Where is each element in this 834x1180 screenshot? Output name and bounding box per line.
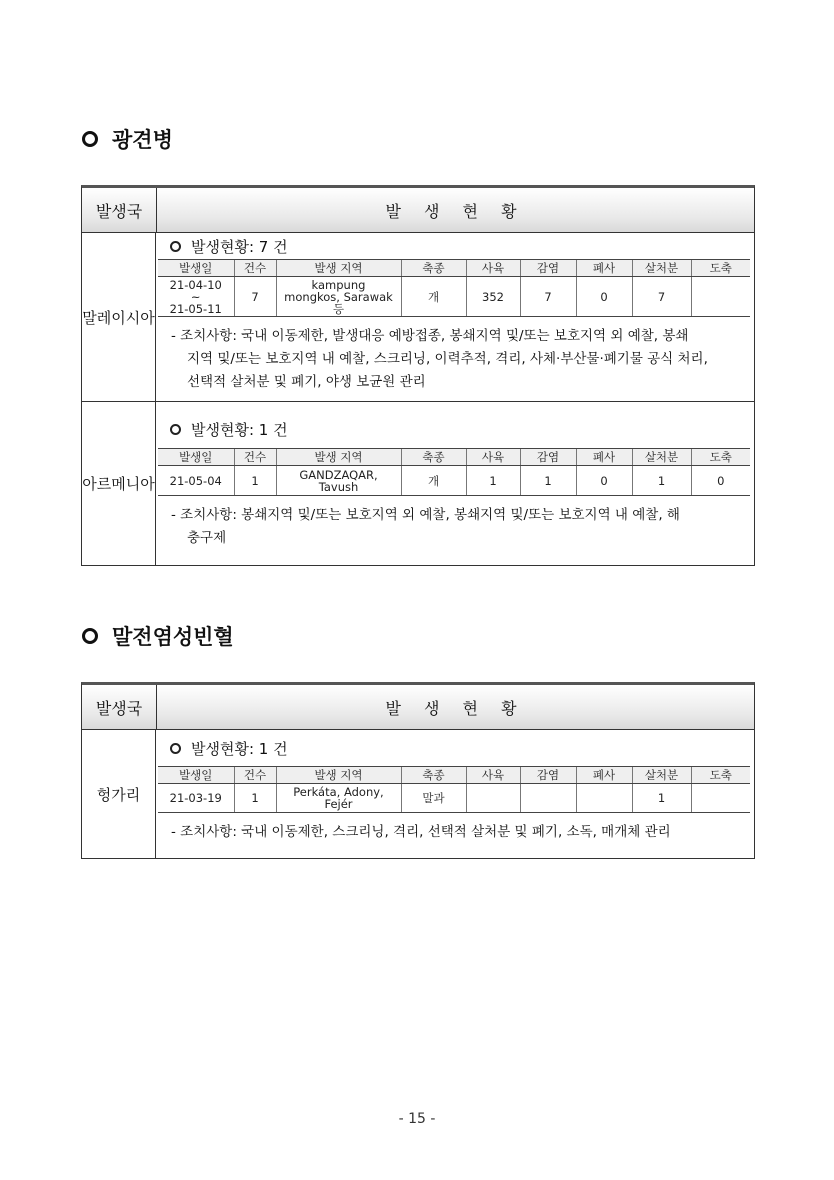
cell-slaughtered: 0	[691, 466, 750, 496]
cell-date: 21-04-10 ~ 21-05-11	[158, 277, 234, 317]
col-died: 폐사	[576, 260, 632, 277]
header-country: 발생국	[82, 188, 157, 232]
cell-count: 7	[234, 277, 276, 317]
header-status: 발 생 현 황	[157, 685, 754, 729]
section-title-eia: 말전염성빈혈	[82, 621, 234, 651]
eia-table	[81, 682, 755, 859]
col-infected: 감염	[520, 260, 576, 277]
cell-died	[576, 784, 632, 813]
table-header	[82, 685, 754, 730]
outbreak-detail-table	[158, 448, 750, 496]
country-row	[82, 233, 754, 402]
country-name: 아르메니아	[82, 402, 156, 565]
header-country: 발생국	[82, 685, 157, 729]
status-line: 발생현황: 1 건	[156, 402, 754, 448]
circle-bullet-icon	[170, 743, 181, 754]
table-row	[158, 784, 750, 813]
cell-raised	[466, 784, 520, 813]
col-date: 발생일	[158, 260, 234, 277]
detail-header-row: 발생일 건수 발생 지역 축종 사육 감염 폐사 살처분 도축	[158, 767, 750, 784]
cell-date: 21-03-19	[158, 784, 234, 813]
circle-bullet-icon	[82, 131, 98, 147]
cell-culled: 7	[632, 277, 691, 317]
cell-species: 개	[401, 277, 466, 317]
cell-species: 말과	[401, 784, 466, 813]
section-title-rabies: 광견병	[82, 124, 173, 154]
circle-bullet-icon	[170, 241, 181, 252]
status-line: 발생현황: 7 건	[156, 233, 754, 259]
cell-culled: 1	[632, 784, 691, 813]
cell-raised: 352	[466, 277, 520, 317]
cell-died: 0	[576, 466, 632, 496]
detail-header-row: 발생일 건수 발생 지역 축종 사육 감염 폐사 살처분 도축	[158, 449, 750, 466]
cell-slaughtered	[691, 784, 750, 813]
rabies-table	[81, 185, 755, 566]
cell-region: kampung mongkos, Sarawak 등	[276, 277, 401, 317]
cell-count: 1	[234, 784, 276, 813]
cell-region: Perkáta, Adony, Fejér	[276, 784, 401, 813]
detail-header-row	[158, 260, 750, 277]
col-species: 축종	[401, 260, 466, 277]
circle-bullet-icon	[82, 628, 98, 644]
country-row	[82, 402, 754, 565]
cell-species: 개	[401, 466, 466, 496]
col-count: 건수	[234, 260, 276, 277]
table-header	[82, 188, 754, 233]
cell-date: 21-05-04	[158, 466, 234, 496]
col-region: 발생 지역	[276, 260, 401, 277]
cell-slaughtered	[691, 277, 750, 317]
cell-count: 1	[234, 466, 276, 496]
cell-region: GANDZAQAR, Tavush	[276, 466, 401, 496]
table-row	[158, 466, 750, 496]
col-slaughtered: 도축	[691, 260, 750, 277]
cell-raised: 1	[466, 466, 520, 496]
measures-text: - 조치사항: 봉쇄지역 및/또는 보호지역 외 예찰, 봉쇄지역 및/또는 보호지역 내 예찰, 해 충구제	[171, 507, 680, 546]
circle-bullet-icon	[170, 424, 181, 435]
measures-text: - 조치사항: 국내 이동제한, 스크리닝, 격리, 선택적 살처분 및 폐기, 소독, 매개체 관리	[171, 824, 671, 840]
outbreak-detail-table	[158, 259, 750, 317]
status-line: 발생현황: 1 건	[156, 730, 754, 766]
country-name: 헝가리	[82, 730, 156, 858]
cell-infected: 1	[520, 466, 576, 496]
cell-infected	[520, 784, 576, 813]
col-culled: 살처분	[632, 260, 691, 277]
header-status: 발 생 현 황	[157, 188, 754, 232]
page-number: - 15 -	[398, 1111, 436, 1127]
cell-culled: 1	[632, 466, 691, 496]
cell-died: 0	[576, 277, 632, 317]
measures-text: - 조치사항: 국내 이동제한, 발생대응 예방접종, 봉쇄지역 및/또는 보호지역 외 예찰, 봉쇄 지역 및/또는 보호지역 내 예찰, 스크리닝, 이력추적, 격리, 사체·부산물·폐기물 공식 처리, 선택적 살처분 및 폐기, 야생 보균원 관리	[171, 328, 708, 390]
country-row	[82, 730, 754, 858]
country-name: 말레이시아	[82, 233, 156, 401]
cell-infected: 7	[520, 277, 576, 317]
table-row	[158, 277, 750, 317]
col-raised: 사육	[466, 260, 520, 277]
outbreak-detail-table	[158, 766, 750, 813]
